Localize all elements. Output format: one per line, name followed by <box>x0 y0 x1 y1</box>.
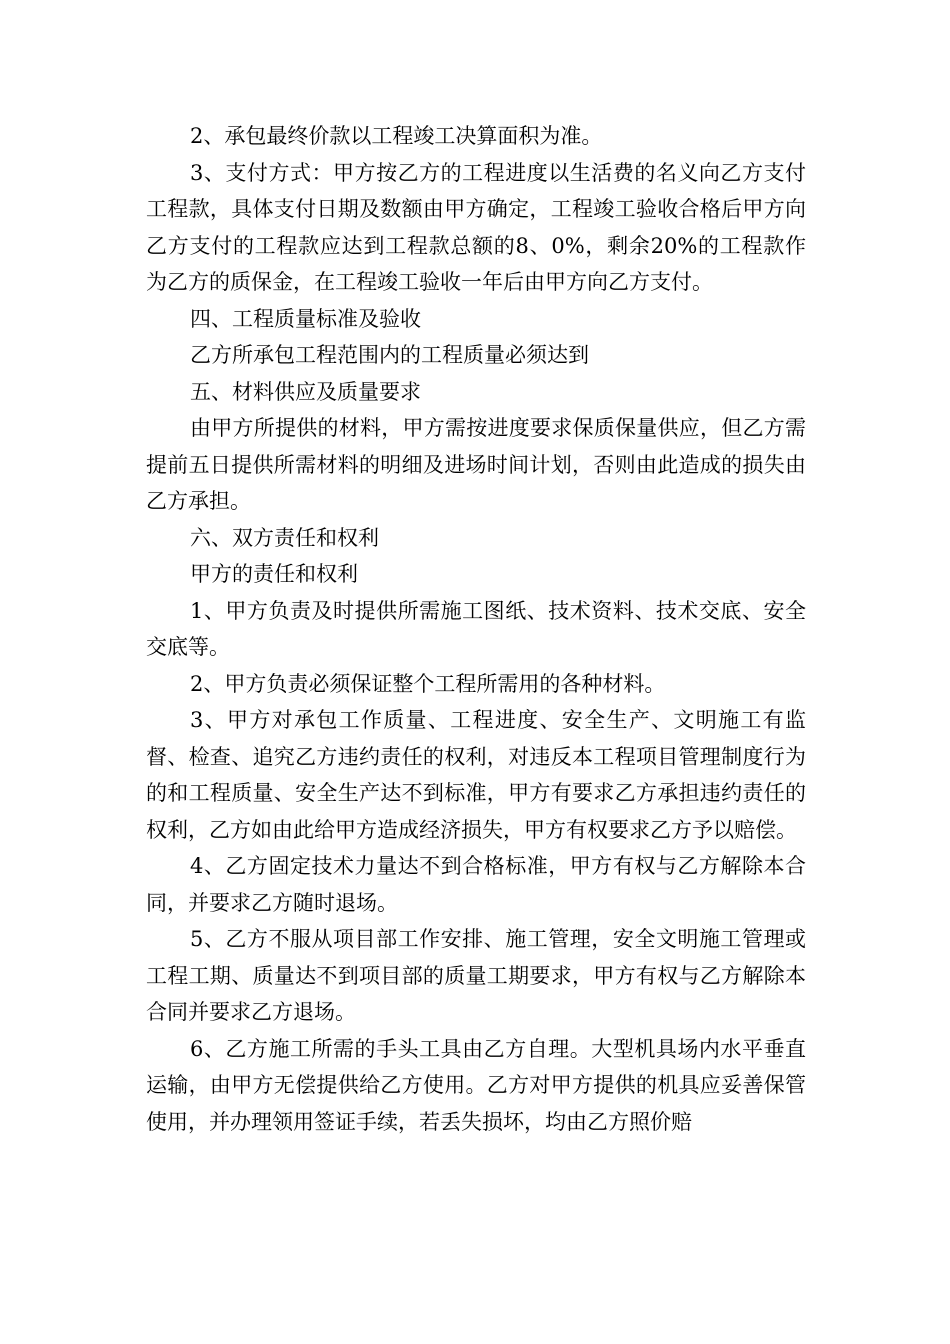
subheading-party-a-responsibilities: 甲方的责任和权利 <box>190 562 358 586</box>
section-heading-material-supply: 五、材料供应及质量要求 <box>190 379 421 404</box>
section-heading-responsibilities: 六、双方责任和权利 <box>190 525 379 550</box>
section-heading-quality-standards: 四、工程质量标准及验收 <box>190 306 421 331</box>
paragraph-final-price: 2、承包最终价款以工程竣工决算面积为准。 <box>190 124 603 148</box>
clause-6-tools-and-machinery: 6、乙方施工所需的手头工具由乙方自理。大型机具场内水平垂直运输，由甲方无偿提供给乙方使用。乙方对甲方提供的机具应妥善保管使用，并办理领用签证手续，若丢失损坏，均由乙方照价赔 <box>146 1036 806 1134</box>
document-body <box>146 118 806 1140</box>
clause-1-drawings-and-briefing: 1、甲方负责及时提供所需施工图纸、技术资料、技术交底、安全交底等。 <box>146 598 806 659</box>
paragraph-payment-method: 3、支付方式：甲方按乙方的工程进度以生活费的名义向乙方支付工程款，具体支付日期及数额由甲方确定，工程竣工验收合格后甲方向乙方支付的工程款应达到工程款总额的8、0%，剩余20%的工程款作为乙方的质保金，在工程竣工验收一年后由甲方向乙方支付。 <box>146 160 806 294</box>
clause-3-supervision: 3、甲方对承包工作质量、工程进度、安全生产、文明施工有监督、检查、追究乙方违约责任的权利，对违反本工程项目管理制度行为的和工程质量、安全生产达不到标准，甲方有要求乙方承担违约责任的权利，乙方如由此给甲方造成经济损失，甲方有权要求乙方予以赔偿。 <box>146 708 806 842</box>
paragraph-material-supply: 由甲方所提供的材料，甲方需按进度要求保质保量供应，但乙方需提前五日提供所需材料的明细及进场时间计划，否则由此造成的损失由乙方承担。 <box>146 416 806 513</box>
clause-5-compliance: 5、乙方不服从项目部工作安排、施工管理，安全文明施工管理或工程工期、质量达不到项目部的质量工期要求，甲方有权与乙方解除本合同并要求乙方退场。 <box>146 927 806 1024</box>
paragraph-quality-requirement: 乙方所承包工程范围内的工程质量必须达到 <box>190 343 589 367</box>
clause-4-technical-strength: 4、乙方固定技术力量达不到合格标准，甲方有权与乙方解除本合同，并要求乙方随时退场。 <box>146 854 806 915</box>
clause-2-materials: 2、甲方负责必须保证整个工程所需用的各种材料。 <box>190 671 666 696</box>
